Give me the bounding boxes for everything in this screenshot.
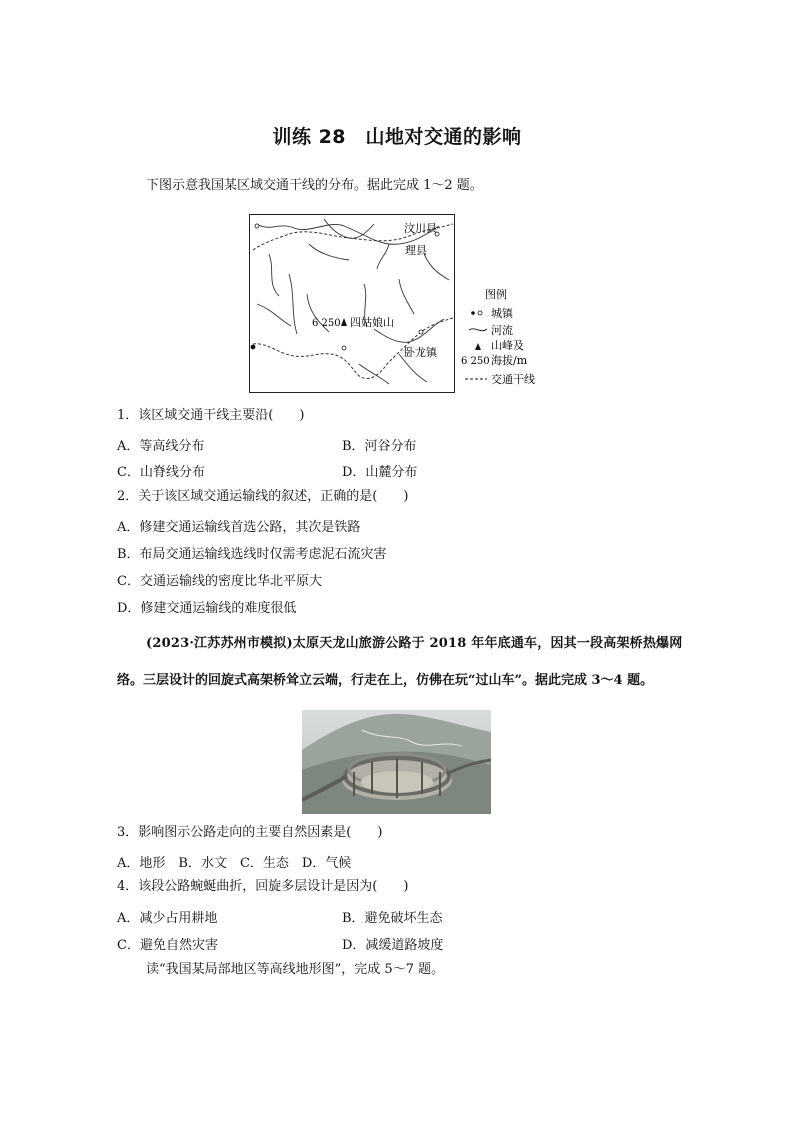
q2-option-d: D．修建交通运输线的难度很低 [117,601,297,616]
intro-paragraph-2-line1: (2023·江苏苏州市模拟)太原天龙山旅游公路于 2018 年年底通车，因其一段高架桥热爆网 [146,636,683,651]
spiral-viaduct-photo [302,710,491,814]
q2-option-b: B．布局交通运输线选线时仅需考虑泥石流灾害 [117,547,387,562]
q1-option-d: D．山麓分布 [342,465,418,480]
legend-town-dot [471,311,475,315]
q4-option-c: C．避免自然灾害 [117,938,218,953]
town-dot-west [251,345,256,350]
q2-option-a: A．修建交通运输线首选公路，其次是铁路 [117,520,361,535]
legend-peak-height: 6 250 [461,356,490,367]
q4-option-d: D．减缓道路坡度 [342,938,444,953]
traffic-map-figure [249,214,549,396]
label-wenchuan: 汶川县 [404,222,437,235]
legend-river: 河流 [491,324,513,337]
q1-stem: 1．该区域交通干线主要沿( ) [117,408,305,423]
town-circle-nw [255,224,259,228]
map-legend [461,287,535,386]
label-peak-height: 6 250 [312,318,341,329]
intro-paragraph-2-line2: 络。三层设计的回旋式高架桥耸立云端，行走在上，仿佛在玩“过山车”。据此完成 3～4 题。 [117,673,654,688]
q4-option-b: B．避免破坏生态 [342,911,443,926]
q2-stem: 2．关于该区域交通运输线的叙述，正确的是( ) [117,489,409,504]
town-circle [342,346,346,350]
town-circle-wolong [419,330,423,334]
legend-town-circle [478,311,482,315]
page-title: 训练 28 山地对交通的影响 [272,126,522,148]
legend-peak-line1: 山峰及 [491,339,524,352]
q1-option-b: B．河谷分布 [342,439,417,454]
q3-stem: 3．影响图示公路走向的主要自然因素是( ) [117,825,383,840]
q3-options: A．地形 B．水文 C．生态 D．气候 [117,856,352,871]
map-frame [250,215,455,393]
q2-option-c: C．交通运输线的密度比华北平原大 [117,574,322,589]
q4-stem: 4．该段公路蜿蜒曲折，回旋多层设计是因为( ) [117,879,409,894]
q1-option-a: A．等高线分布 [117,439,205,454]
label-wolong: 卧龙镇 [404,346,437,359]
label-lixian: 理县 [405,244,427,257]
label-peak-name: 四姑娘山 [350,316,394,329]
intro-paragraph-3: 读“我国某局部地区等高线地形图”，完成 5～7 题。 [146,962,445,977]
q4-option-a: A．减少占用耕地 [117,911,218,926]
legend-peak-line2: 海拔/m [491,354,528,367]
legend-title: 图例 [485,288,507,301]
q1-option-c: C．山脊线分布 [117,465,205,480]
legend-road: 交通干线 [491,373,535,386]
intro-paragraph-1: 下图示意我国某区域交通干线的分布。据此完成 1～2 题。 [146,178,483,193]
legend-peak-icon [475,343,481,350]
legend-town: 城镇 [491,307,513,320]
legend-river-icon [469,329,487,331]
